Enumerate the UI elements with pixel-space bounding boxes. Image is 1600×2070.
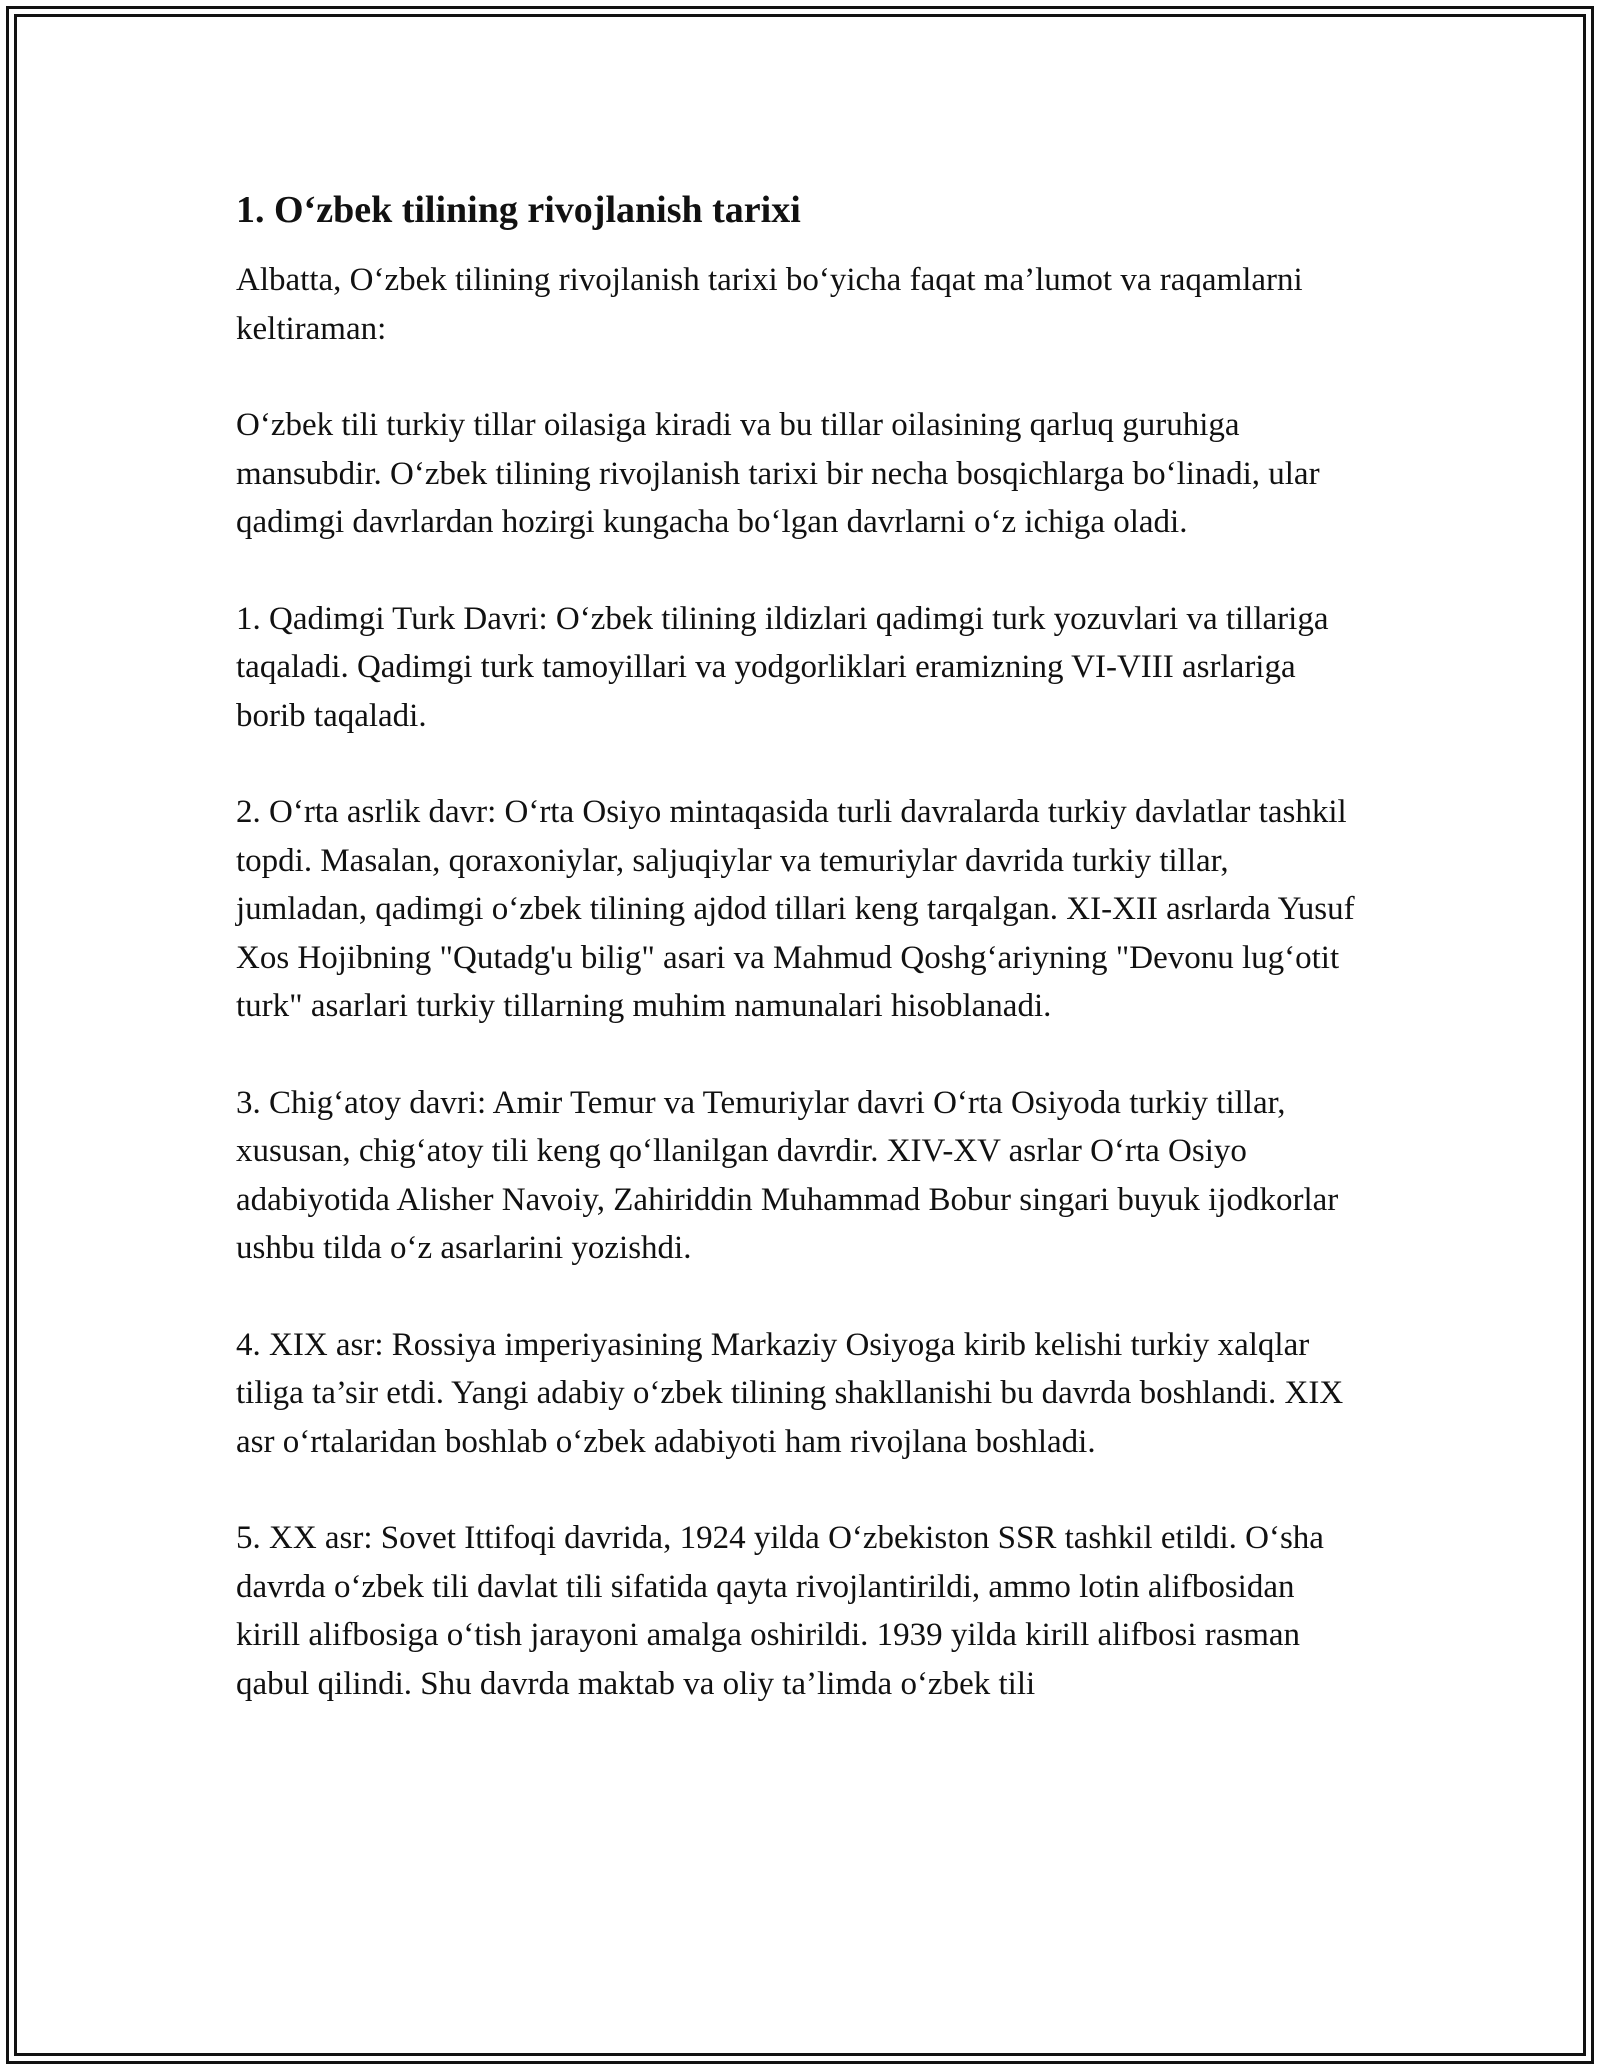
paragraph-ancient-turk: 1. Qadimgi Turk Davri: O‘zbek tilining ildizlari qadimgi turk yozuvlari va tillariga taqaladi. Qadimgi turk tamoyillari va yodgorliklari eramizning VI-VIII asrlariga borib taqaladi. [236,600,1329,734]
document-title: 1. O‘zbek tilining rivojlanish tarixi [236,189,801,231]
paragraph-medieval: 2. O‘rta asrlik davr: O‘rta Osiyo mintaqasida turli davralarda turkiy davlatlar tashkil topdi. Masalan, qoraxoniylar, saljuqiylar va temuriylar davrida turkiy tillar, jumladan, qadimgi o‘zbek tilining ajdod tillari keng tarqalgan. XI-XII asrlarda Yusuf Xos Hojibning "Qutadg'u bilig" asari va Mahmud Qoshg‘ariyning "Devonu lug‘otit turk" asarlari turkiy tillarning muhim namunalari hisoblanadi. [236,794,1355,1024]
paragraph-intro: Albatta, O‘zbek tilining rivojlanish tarixi bo‘yicha faqat ma’lumot va raqamlarni keltiraman: [236,262,1303,347]
document-body [236,186,1366,1708]
paragraph-19th-century: 4. XIX asr: Rossiya imperiyasining Markaziy Osiyoga kirib kelishi turkiy xalqlar tiliga ta’sir etdi. Yangi adabiy o‘zbek tilining shakllanishi bu davrda boshlandi. XIX asr o‘rtalaridan boshlab o‘zbek adabiyoti ham rivojlana boshladi. [236,1326,1344,1460]
paragraph-20th-century: 5. XX asr: Sovet Ittifoqi davrida, 1924 yilda O‘zbekiston SSR tashkil etildi. O‘sha davrda o‘zbek tili davlat tili sifatida qayta rivojlantirildi, ammo lotin alifbosidan kirill alifbosiga o‘tish jarayoni amalga oshirildi. 1939 yilda kirill alifbosi rasman qabul qilindi. Shu davrda maktab va oliy ta’limda o‘zbek tili [236,1520,1324,1702]
paragraph-overview: O‘zbek tili turkiy tillar oilasiga kiradi va bu tillar oilasining qarluq guruhiga mansubdir. O‘zbek tilining rivojlanish tarixi bir necha bosqichlarga bo‘linadi, ular qadimgi davrlardan hozirgi kungacha bo‘lgan davrlarni o‘z ichiga oladi. [236,407,1320,540]
paragraph-chagatai: 3. Chig‘atoy davri: Amir Temur va Temuriylar davri O‘rta Osiyoda turkiy tillar, xususan, chig‘atoy tili keng qo‘llanilgan davrdir. XIV-XV asrlar O‘rta Osiyo adabiyotida Alisher Navoiy, Zahiriddin Muhammad Bobur singari buyuk ijodkorlar ushbu tilda o‘z asarlarini yozishdi. [236,1084,1339,1266]
